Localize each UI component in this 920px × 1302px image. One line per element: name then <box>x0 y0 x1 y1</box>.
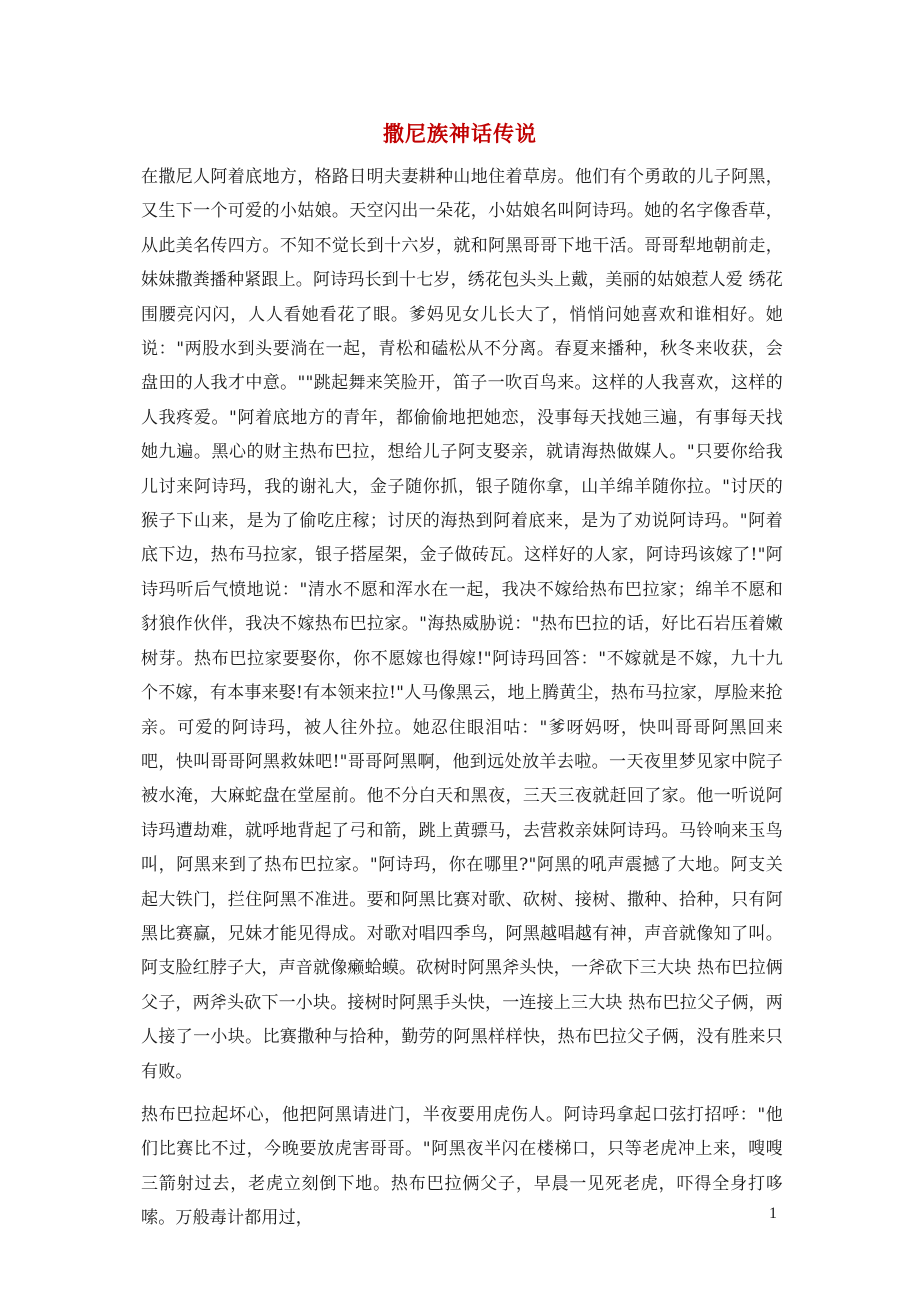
paragraph: 热布巴拉起坏心，他把阿黑请进门，半夜要用虎伤人。阿诗玛拿起口弦打招呼："他们比赛比不过，今晚要放虎害哥哥。"阿黑夜半闪在楼梯口，只等老虎冲上来，嗖嗖三箭射过去，老虎立刻倒下地。热布巴拉俩父子，早晨一见死老虎，吓得全身打哆嗦。万般毒计都用过， <box>141 1104 783 1229</box>
document-body <box>141 160 783 1236</box>
page-number: 1 <box>769 1205 777 1222</box>
paragraph: 在撒尼人阿着底地方，格路日明夫妻耕种山地住着草房。他们有个勇敢的儿子阿黑，又生下一个可爱的小姑娘。天空闪出一朵花，小姑娘名叫阿诗玛。她的名字像香草，从此美名传四方。不知不觉长到十六岁，就和阿黑哥哥下地干活。哥哥犁地朝前走，妹妹撒粪播种紧跟上。阿诗玛长到十七岁，绣花包头头上戴，美丽的姑娘惹人爱 绣花围腰亮闪闪，人人看她看花了眼。爹妈见女儿长大了，悄悄问她喜欢和谁相好。她说："两股水到头要淌在一起，青松和磕松从不分离。春夏来播种，秋冬来收获，会盘田的人我才中意。""跳起舞来笑脸开，笛子一吹百鸟来。这样的人我喜欢，这样的人我疼爱。"阿着底地方的青年，都偷偷地把她恋，没事每天找她三遍，有事每天找她九遍。黑心的财主热布巴拉，想给儿子阿支娶亲，就请海热做媒人。"只要你给我儿讨来阿诗玛，我的谢礼大，金子随你抓，银子随你拿，山羊绵羊随你拉。"讨厌的猴子下山来，是为了偷吃庄稼；讨厌的海热到阿着底来，是为了劝说阿诗玛。"阿着底下边，热布马拉家，银子搭屋架，金子做砖瓦。这样好的人家，阿诗玛该嫁了!"阿诗玛听后气愤地说："清水不愿和浑水在一起，我决不嫁给热布巴拉家；绵羊不愿和豺狼作伙伴，我决不嫁热布巴拉家。"海热威胁说："热布巴拉的话，好比石岩压着嫩树芽。热布巴拉家要娶你，你不愿嫁也得嫁!"阿诗玛回答："不嫁就是不嫁，九十九个不嫁，有本事来娶!有本领来拉!"人马像黑云，地上腾黄尘，热布马拉家，厚脸来抢亲。可爱的阿诗玛，被人往外拉。她忍住眼泪咕："爹呀妈呀，快叫哥哥阿黑回来吧，快叫哥哥阿黑救妹吧!"哥哥阿黑啊，他到远处放羊去啦。一天夜里梦见家中院子被水淹，大麻蛇盘在堂屋前。他不分白天和黑夜，三天三夜就赶回了家。他一听说阿诗玛遭劫难，就呼地背起了弓和箭，跳上黄骠马，去营救亲妹阿诗玛。马铃响来玉鸟叫，阿黑来到了热布巴拉家。"阿诗玛，你在哪里?"阿黑的吼声震撼了大地。阿支关起大铁门，拦住阿黑不准进。要和阿黑比赛对歌、砍树、接树、撒种、拾种，只有阿黑比赛赢，兄妹才能见得成。对歌对唱四季鸟，阿黑越唱越有神，声音就像知了叫。阿支脸红脖子大，声音就像癞蛤蟆。砍树时阿黑斧头快，一斧砍下三大块 热布巴拉俩父子，两斧头砍下一小块。接树时阿黑手头快，一连接上三大块 热布巴拉父子俩，两人接了一小块。比赛撒种与拾种，勤劳的阿黑样样快，热布巴拉父子俩，没有胜来只有败。 <box>141 167 784 1082</box>
document-title: 撒尼族神话传说 <box>383 121 537 146</box>
